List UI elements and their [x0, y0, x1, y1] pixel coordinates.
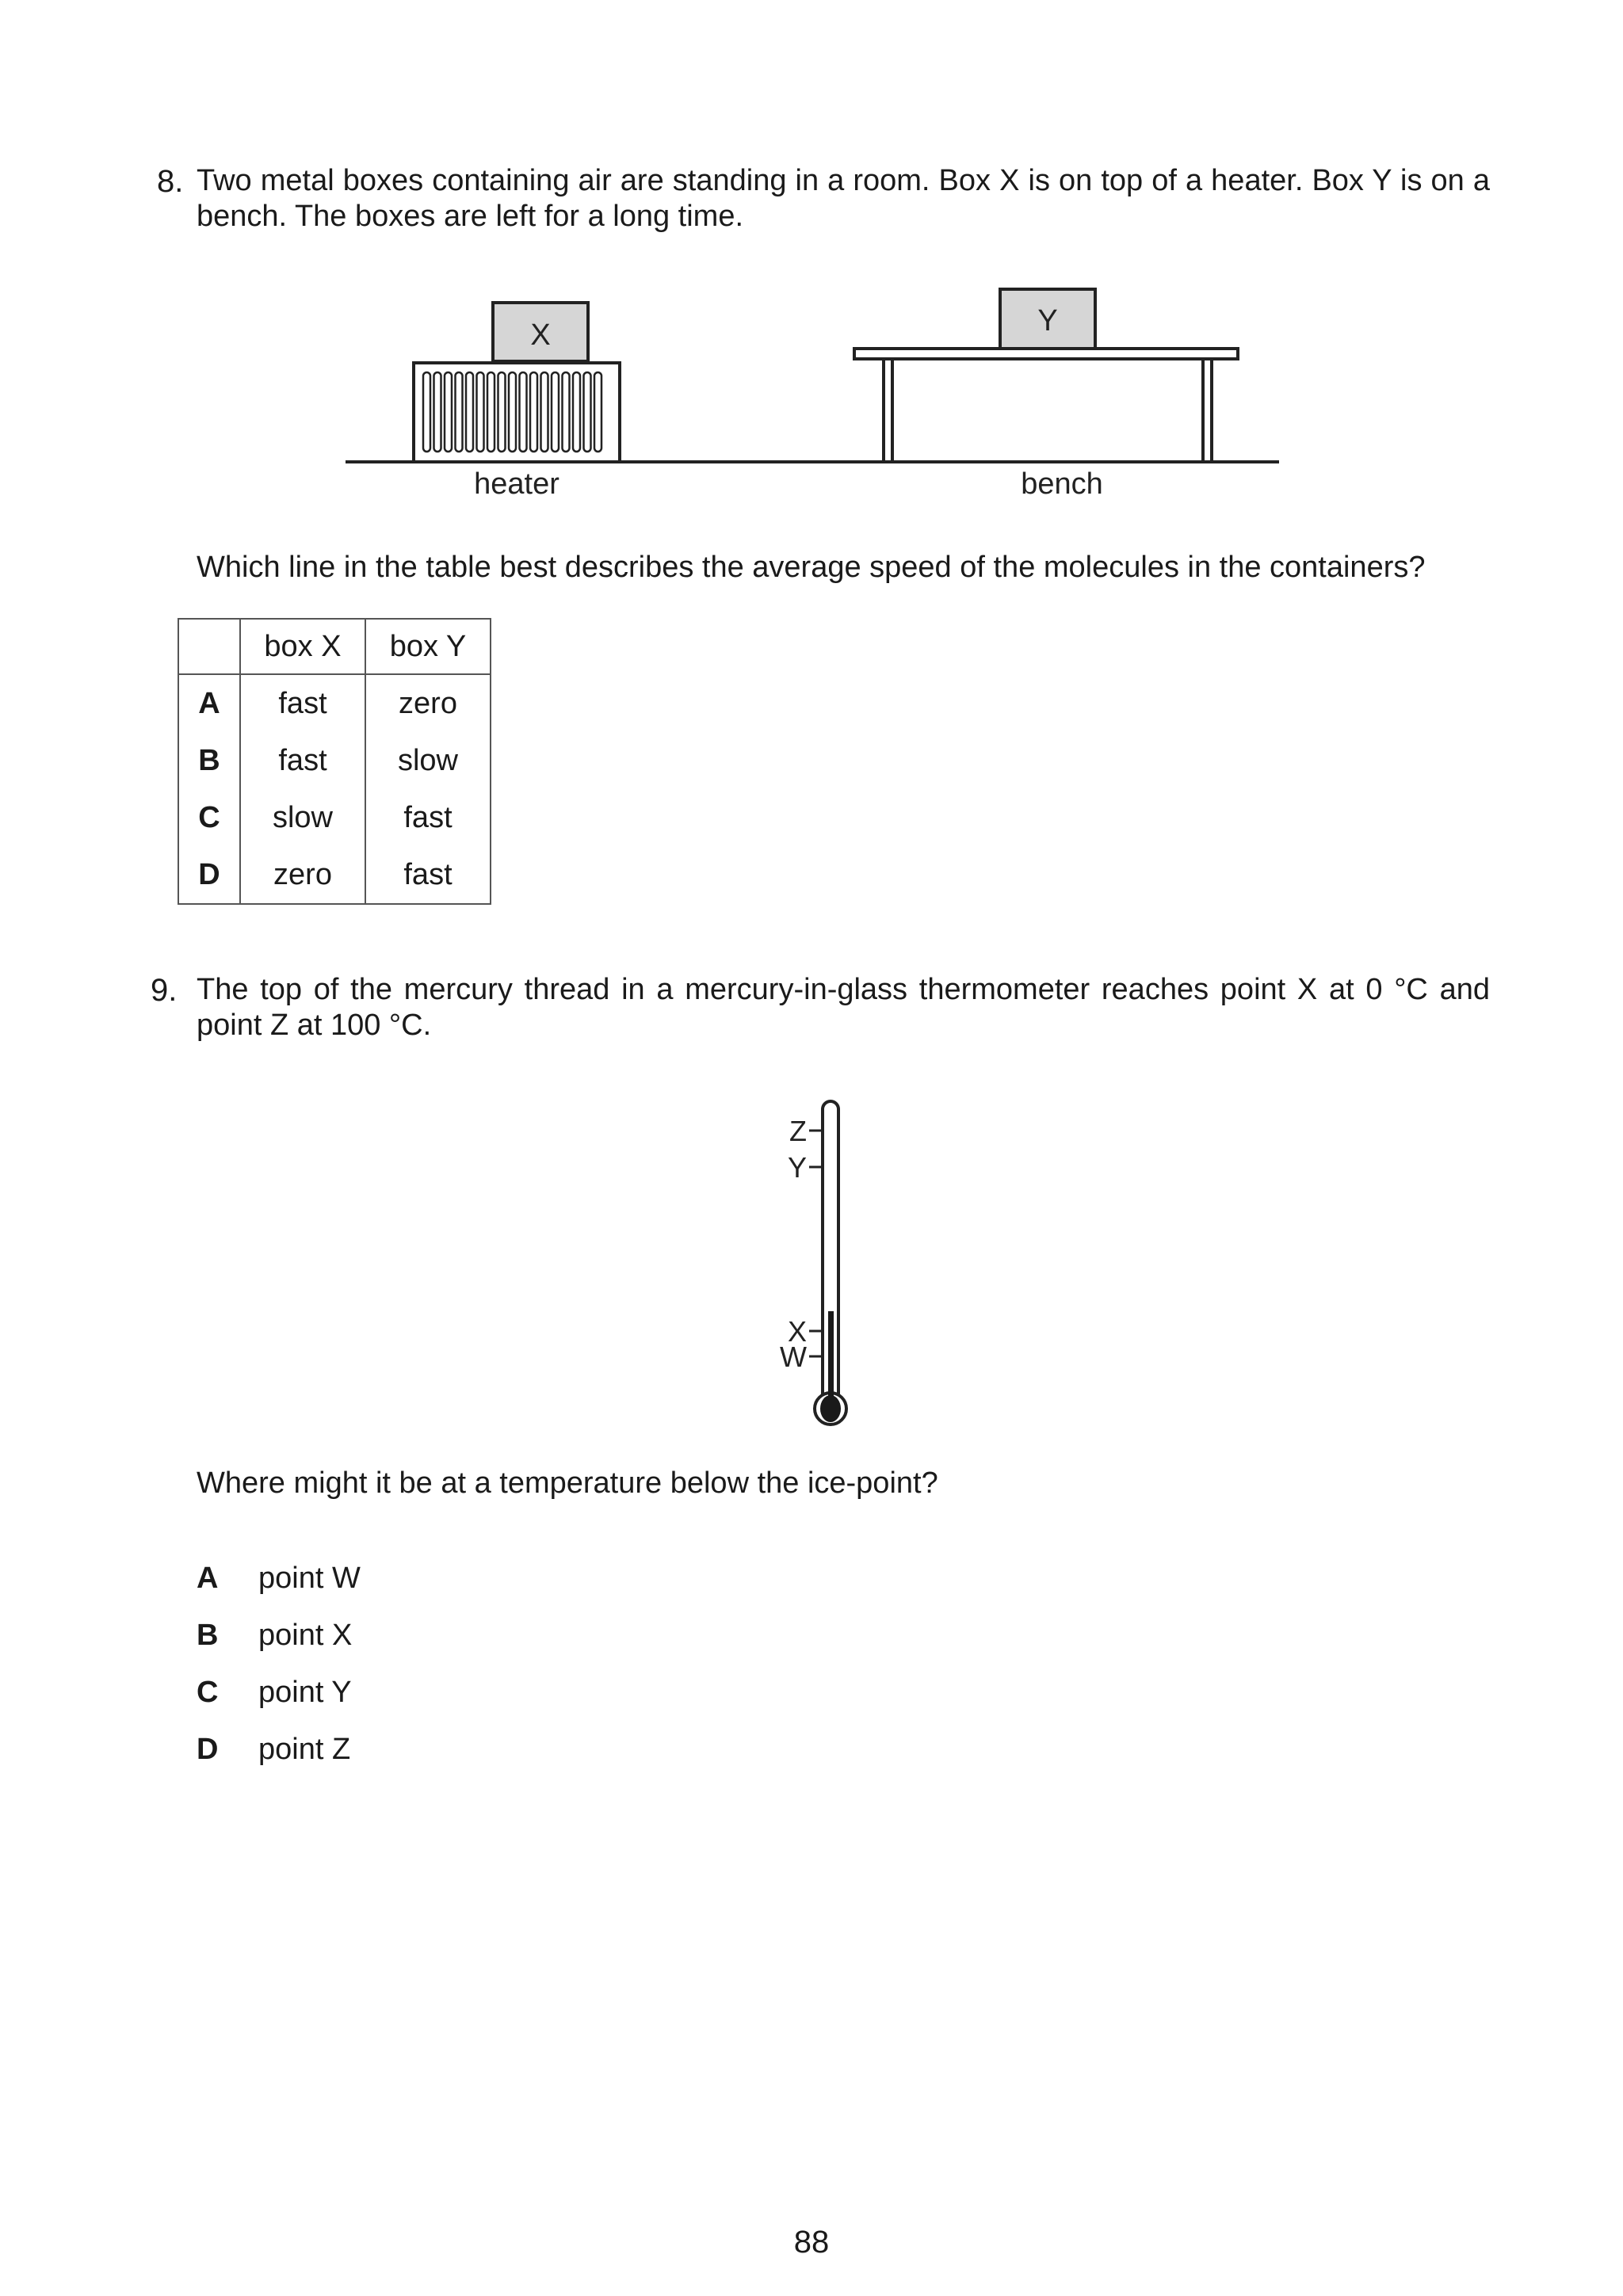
option-d: [197, 1721, 361, 1778]
option-letter: B: [178, 732, 240, 789]
option-text: point X: [258, 1618, 353, 1652]
answer-table-header-blank: [178, 619, 240, 674]
bench-label: bench: [1021, 467, 1103, 501]
heater-fin: [509, 372, 516, 452]
answer-table: [178, 618, 491, 905]
heater-fin: [584, 372, 591, 452]
option-letter: A: [197, 1561, 219, 1595]
box-y-label: Y: [1037, 304, 1058, 338]
box-x-speed: zero: [240, 846, 365, 904]
option-letter: C: [178, 789, 240, 846]
heater-fin: [552, 372, 559, 452]
heater-fin: [520, 372, 527, 452]
heater-fin: [456, 372, 463, 452]
heater-fin: [573, 372, 580, 452]
heater-fin: [498, 372, 506, 452]
option-letter: D: [178, 846, 240, 904]
label-z: Z: [789, 1115, 807, 1147]
option-c: [197, 1664, 361, 1721]
bench: [854, 349, 1238, 462]
heater-fin: [434, 372, 441, 452]
option-letter: B: [197, 1618, 219, 1652]
option-b: [197, 1607, 361, 1664]
question-9-text: [197, 972, 1490, 1043]
page-number: 88: [793, 2225, 830, 2260]
answer-table-row: [178, 732, 491, 789]
question-8-text-line-1: Two metal boxes containing air are standing in a room. Box X is on top of a heater. Box Y is on a: [197, 164, 1490, 197]
heater-fin: [541, 372, 548, 452]
option-a: [197, 1550, 361, 1607]
label-x: X: [787, 1315, 807, 1348]
box-y: [1000, 289, 1095, 349]
question-9-number: 9.: [151, 973, 178, 1008]
mercury-thread: [828, 1311, 834, 1402]
heater-fin: [563, 372, 570, 452]
heater-bench-diagram: [0, 0, 1623, 555]
box-y-speed: fast: [365, 846, 491, 904]
label-y: Y: [787, 1151, 807, 1184]
option-letter: C: [197, 1675, 219, 1709]
option-text: point W: [258, 1561, 361, 1595]
heater-fin: [477, 372, 484, 452]
heater-fin: [466, 372, 473, 452]
box-x-speed: fast: [240, 674, 365, 732]
heater-fin: [487, 372, 495, 452]
box-x: [493, 303, 588, 361]
question-8-number: 8.: [157, 164, 184, 199]
heater-fin: [445, 372, 452, 452]
question-9-options: [197, 1550, 361, 1778]
box-y-speed: fast: [365, 789, 491, 846]
heater: [414, 363, 620, 462]
option-letter: A: [178, 674, 240, 732]
option-letter: D: [197, 1732, 219, 1766]
answer-table-header-box-y: box Y: [365, 619, 491, 674]
option-text: point Z: [258, 1732, 351, 1766]
answer-table-header-box-x: box X: [240, 619, 365, 674]
heater-fin: [423, 372, 430, 452]
answer-table-row: [178, 789, 491, 846]
question-8-prompt: Which line in the table best describes the average speed of the molecules in the containers?: [197, 551, 1426, 584]
box-x-label: X: [530, 318, 551, 352]
question-8-text-line-2: bench. The boxes are left for a long time.: [197, 200, 744, 233]
label-w: W: [780, 1341, 807, 1373]
box-x-speed: fast: [240, 732, 365, 789]
question-9-prompt: Where might it be at a temperature below the ice-point?: [197, 1466, 938, 1500]
question-9-text-line-2: point Z at 100 °C.: [197, 1009, 432, 1042]
box-y-speed: zero: [365, 674, 491, 732]
heater-fin: [530, 372, 537, 452]
answer-table-header-row: [178, 619, 491, 674]
box-x-speed: slow: [240, 789, 365, 846]
heater-fin: [594, 372, 601, 452]
box-y-speed: slow: [365, 732, 491, 789]
heater-label: heater: [474, 467, 559, 501]
answer-table-row: [178, 846, 491, 904]
question-9-text-line-1: The top of the mercury thread in a mercury-in-glass thermometer reaches point X at 0 °C and: [197, 973, 1490, 1006]
thermometer-diagram: [713, 1077, 919, 1442]
heater-fins: [423, 372, 601, 452]
option-text: point Y: [258, 1675, 352, 1709]
answer-table-row: [178, 674, 491, 732]
